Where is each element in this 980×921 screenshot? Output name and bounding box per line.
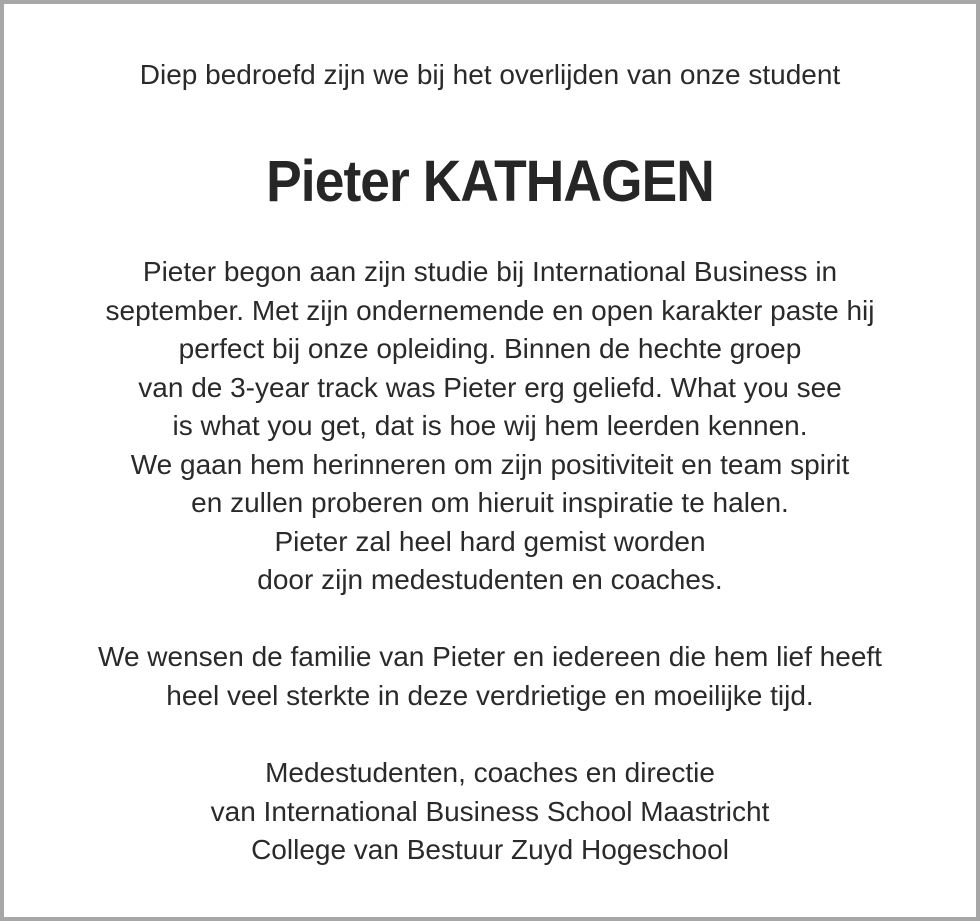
memorial-line: is what you get, dat is hoe wij hem leerden kennen. bbox=[172, 410, 808, 441]
memorial-line: door zijn medestudenten en coaches. bbox=[257, 564, 723, 595]
memorial-line: en zullen proberen om hieruit inspiratie te halen. bbox=[191, 487, 789, 518]
condolence-paragraph bbox=[4, 638, 976, 715]
memorial-line: Pieter zal heel hard gemist worden bbox=[274, 525, 706, 557]
signature-line: Medestudenten, coaches en directie bbox=[265, 757, 715, 788]
signature-line: van International Business School Maastricht bbox=[210, 795, 770, 827]
memorial-line: september. Met zijn ondernemende en open karakter paste hij bbox=[105, 294, 875, 326]
condolence-line: heel veel sterkte in deze verdrietige en moeilijke tijd. bbox=[166, 679, 814, 711]
memorial-paragraph bbox=[4, 253, 976, 600]
memorial-line: van de 3-year track was Pieter erg geliefd. What you see bbox=[138, 371, 842, 403]
memorial-line: We gaan hem herinneren om zijn positiviteit en team spirit bbox=[130, 448, 850, 480]
memorial-line: perfect bij onze opleiding. Binnen de hechte groep bbox=[178, 333, 802, 364]
intro-text: Diep bedroefd zijn we bij het overlijden van onze student bbox=[139, 59, 841, 90]
condolence-line: We wensen de familie van Pieter en iedereen die hem lief heeft bbox=[98, 641, 882, 672]
deceased-name: Pieter KATHAGEN bbox=[266, 149, 714, 214]
signature-line: College van Bestuur Zuyd Hogeschool bbox=[251, 834, 729, 865]
memorial-line: Pieter begon aan zijn studie bij International Business in bbox=[142, 256, 838, 287]
signature-block bbox=[4, 754, 976, 870]
